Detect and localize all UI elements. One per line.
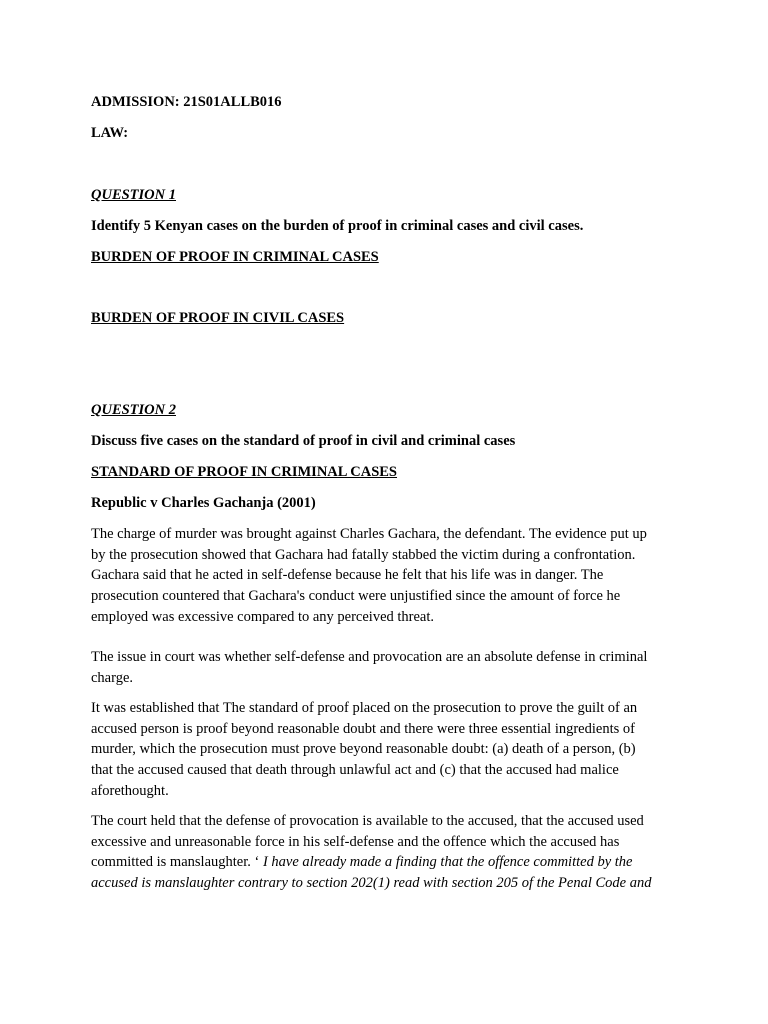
question-1-prompt: Identify 5 Kenyan cases on the burden of proof in criminal cases and civil cases. bbox=[91, 218, 584, 234]
paragraph-line: prosecution countered that Gachara's conduct were unjustified since the amount of force he bbox=[91, 588, 621, 605]
paragraph-line: by the prosecution showed that Gachara had fatally stabbed the victim during a confrontation. bbox=[91, 546, 636, 563]
holding-paragraph bbox=[91, 811, 677, 894]
paragraph-line: aforethought. bbox=[91, 782, 169, 799]
burden-criminal-heading: BURDEN OF PROOF IN CRIMINAL CASES bbox=[91, 249, 379, 265]
burden-civil-heading: BURDEN OF PROOF IN CIVIL CASES bbox=[91, 310, 345, 326]
paragraph-line bbox=[91, 852, 677, 873]
paragraph-line: Gachara said that he acted in self-defense because he felt that his life was in danger. The bbox=[91, 567, 604, 584]
standard-criminal-heading: STANDARD OF PROOF IN CRIMINAL CASES bbox=[91, 464, 398, 480]
paragraph-line: that the accused caused that death through unlawful act and (c) that the accused had malice bbox=[91, 762, 619, 779]
paragraph-line: charge. bbox=[91, 669, 133, 686]
paragraph-line: accused person is proof beyond reasonable doubt and there were three essential ingredients of bbox=[91, 720, 635, 737]
paragraph-line: murder, which the prosecution must prove beyond reasonable doubt: (a) death of a person, (b) bbox=[91, 741, 636, 758]
subject-label: LAW: bbox=[91, 125, 129, 141]
court-quote: I have already made a finding that the offence committed by the bbox=[262, 854, 633, 871]
admission-number: ADMISSION: 21S01ALLB016 bbox=[91, 94, 282, 110]
paragraph-line: employed was excessive compared to any perceived threat. bbox=[91, 608, 435, 625]
holding-text: committed is manslaughter. ‘ bbox=[91, 854, 263, 871]
question-2-prompt: Discuss five cases on the standard of proof in civil and criminal cases bbox=[91, 433, 516, 449]
paragraph-line: It was established that The standard of proof placed on the prosecution to prove the guilt of an bbox=[91, 700, 638, 716]
issue-paragraph bbox=[91, 647, 677, 688]
paragraph-line: The charge of murder was brought against Charles Gachara, the defendant. The evidence put up bbox=[91, 526, 647, 542]
facts-paragraph bbox=[91, 524, 677, 628]
case-title: Republic v Charles Gachanja (2001) bbox=[91, 495, 316, 511]
question-1-heading: QUESTION 1 bbox=[91, 187, 176, 203]
paragraph-line: The court held that the defense of provocation is available to the accused, that the accused used bbox=[91, 813, 644, 829]
standard-paragraph bbox=[91, 698, 677, 802]
question-2-heading: QUESTION 2 bbox=[91, 402, 176, 418]
court-quote-continued: accused is manslaughter contrary to section 202(1) read with section 205 of the Penal Code and bbox=[91, 875, 652, 892]
paragraph-line: The issue in court was whether self-defense and provocation are an absolute defense in criminal bbox=[91, 649, 648, 665]
paragraph-line: excessive and unreasonable force in his self-defense and the offence which the accused has bbox=[91, 833, 620, 850]
